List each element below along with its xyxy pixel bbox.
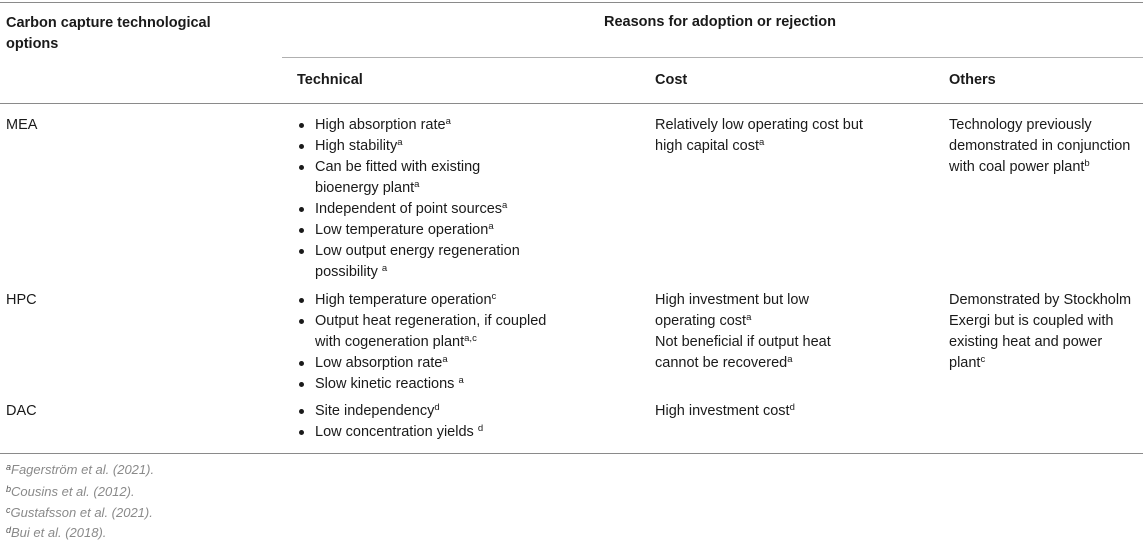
- list-item: Site independency$^d$: [297, 401, 552, 422]
- header-bottom-rule: [0, 103, 1143, 104]
- header-technical: Technical: [297, 72, 363, 88]
- hpc-cost: [655, 290, 855, 374]
- header-carbon-capture-options: Carbon capture technological options: [6, 15, 211, 52]
- list-item: Output heat regeneration, if coupled with cogeneration plant$^{a,c}$: [297, 311, 552, 353]
- footnote-a: $^a$Fagerström et al. (2021).: [6, 462, 155, 477]
- list-item: High absorption rate$^a$: [297, 115, 547, 136]
- list-item: Independent of point sources$^a$: [297, 199, 547, 220]
- mea-cost: Relatively low operating cost but high capital cost$^a$: [655, 117, 863, 154]
- option-mea: MEA: [6, 117, 38, 133]
- mea-technical-list: [297, 115, 547, 283]
- list-item: Low absorption rate$^a$: [297, 353, 552, 374]
- list-item: Low concentration yields $^d$: [297, 422, 552, 443]
- list-item: Can be fitted with existing bioenergy plant$^a$: [297, 157, 547, 199]
- hpc-technical-list: [297, 290, 552, 395]
- dac-technical-list: [297, 401, 552, 443]
- table-bottom-rule: [0, 453, 1143, 454]
- list-item: High temperature operation$^c$: [297, 290, 552, 311]
- footnote-b: $^b$Cousins et al. (2012).: [6, 484, 135, 499]
- hpc-cost-line-2: Not beneficial if output heat cannot be recovered$^a$: [655, 334, 831, 371]
- list-item: Low temperature operation$^a$: [297, 220, 547, 241]
- header-reasons-group: Reasons for adoption or rejection: [603, 14, 837, 30]
- dac-cost: High investment cost$^d$: [655, 402, 795, 419]
- hpc-cost-line-1: High investment but low operating cost$^a$: [655, 292, 809, 329]
- footnote-c: $^c$Gustafsson et al. (2021).: [6, 505, 153, 520]
- header-cost: Cost: [655, 72, 688, 88]
- option-dac: DAC: [6, 403, 37, 419]
- list-item: High stability$^a$: [297, 136, 547, 157]
- table-top-rule: [0, 2, 1143, 3]
- option-hpc: HPC: [6, 292, 37, 308]
- header-others: Others: [949, 72, 996, 88]
- group-header-rule: [282, 57, 1143, 58]
- hpc-others: Demonstrated by Stockholm Exergi but is coupled with existing heat and power plant$^c$: [949, 292, 1132, 371]
- list-item: Slow kinetic reactions $^a$: [297, 374, 552, 395]
- list-item: Low output energy regeneration possibility $^a$: [297, 241, 547, 283]
- mea-others: Technology previously demonstrated in conjunction with coal power plant$^b$: [949, 117, 1131, 175]
- footnote-d: $^d$Bui et al. (2018).: [6, 525, 107, 540]
